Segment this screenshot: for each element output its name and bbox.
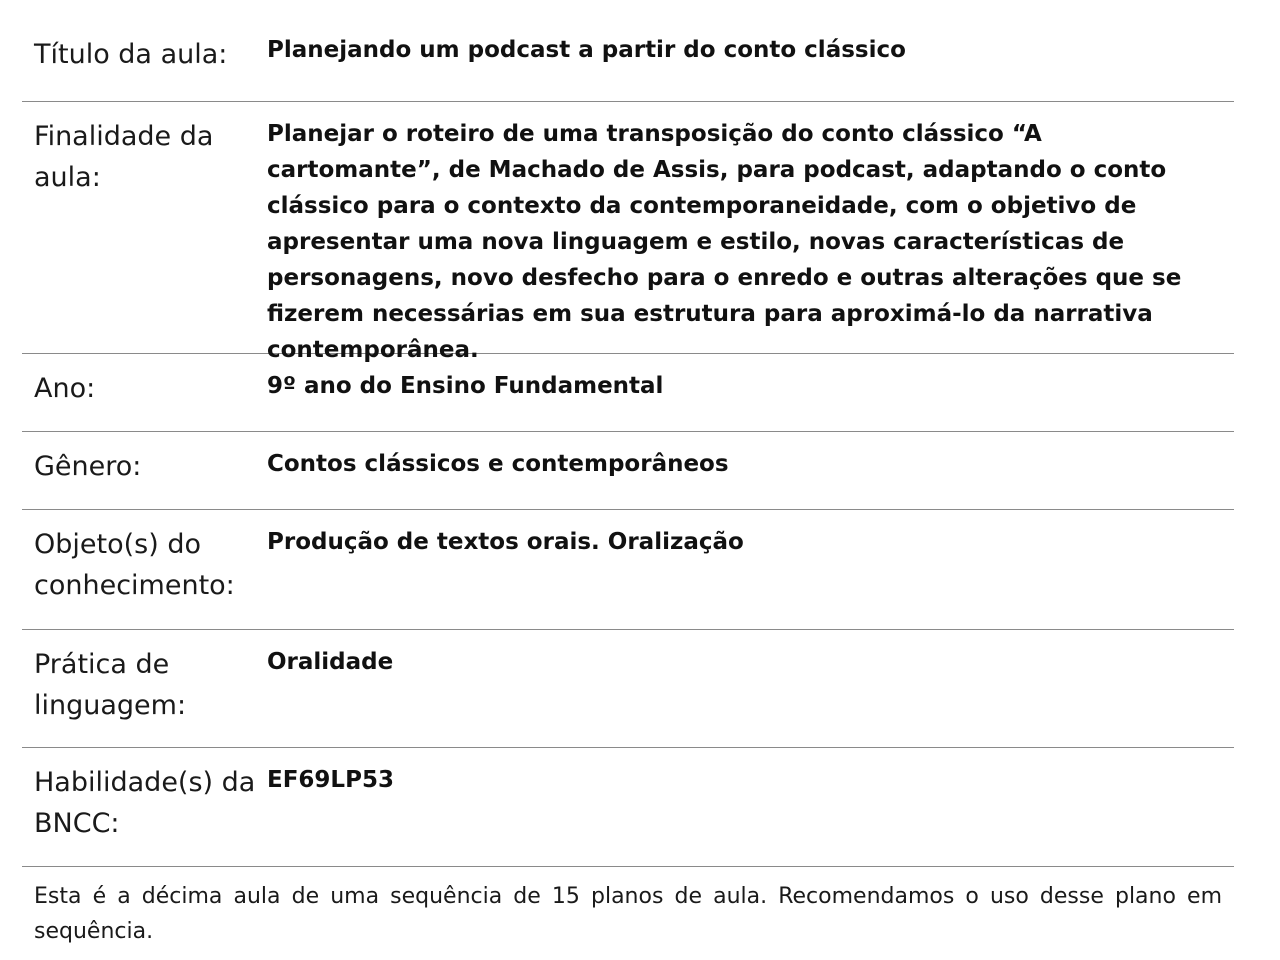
bncc-skills-label: Habilidade(s) da BNCC: [34, 767, 256, 839]
row-lesson-purpose [22, 102, 1234, 363]
lesson-purpose-value: Planejar o roteiro de uma transposição do conto clássico “A cartomante”, de Machado de Assis, para podcast, adaptando o conto clássico para o contexto da contemporaneidade, com o objetivo de apresentar uma nova linguagem e estilo, novas características de personagens, novo desfecho para o enredo e outras alterações que se fizerem necessárias em sua estrutura para aproximá-lo da narrativa contemporânea. [267, 121, 1182, 363]
knowledge-objects-label: Objeto(s) do conhecimento: [34, 529, 235, 601]
row-genre [22, 432, 1234, 510]
row-bncc-skills [22, 748, 1234, 867]
row-lesson-title [22, 0, 1234, 102]
genre-label: Gênero: [34, 451, 142, 482]
year-label: Ano: [34, 373, 96, 404]
genre-value: Contos clássicos e contemporâneos [267, 451, 729, 477]
lesson-title-label: Título da aula: [34, 39, 228, 70]
language-practice-label: Prática de linguagem: [34, 649, 187, 721]
row-knowledge-objects [22, 510, 1234, 630]
year-value: 9º ano do Ensino Fundamental [267, 373, 664, 399]
lesson-plan-table [22, 0, 1234, 949]
language-practice-value: Oralidade [267, 649, 394, 675]
bncc-skills-value: EF69LP53 [267, 767, 394, 793]
row-language-practice [22, 630, 1234, 748]
lesson-title-value: Planejando um podcast a partir do conto clássico [267, 37, 906, 63]
knowledge-objects-value: Produção de textos orais. Oralização [267, 529, 744, 555]
lesson-purpose-label: Finalidade da aula: [34, 121, 214, 193]
row-year [22, 354, 1234, 432]
sequence-note: Esta é a décima aula de uma sequência de 15 planos de aula. Recomendamos o uso desse plano em sequência. [34, 884, 1222, 944]
